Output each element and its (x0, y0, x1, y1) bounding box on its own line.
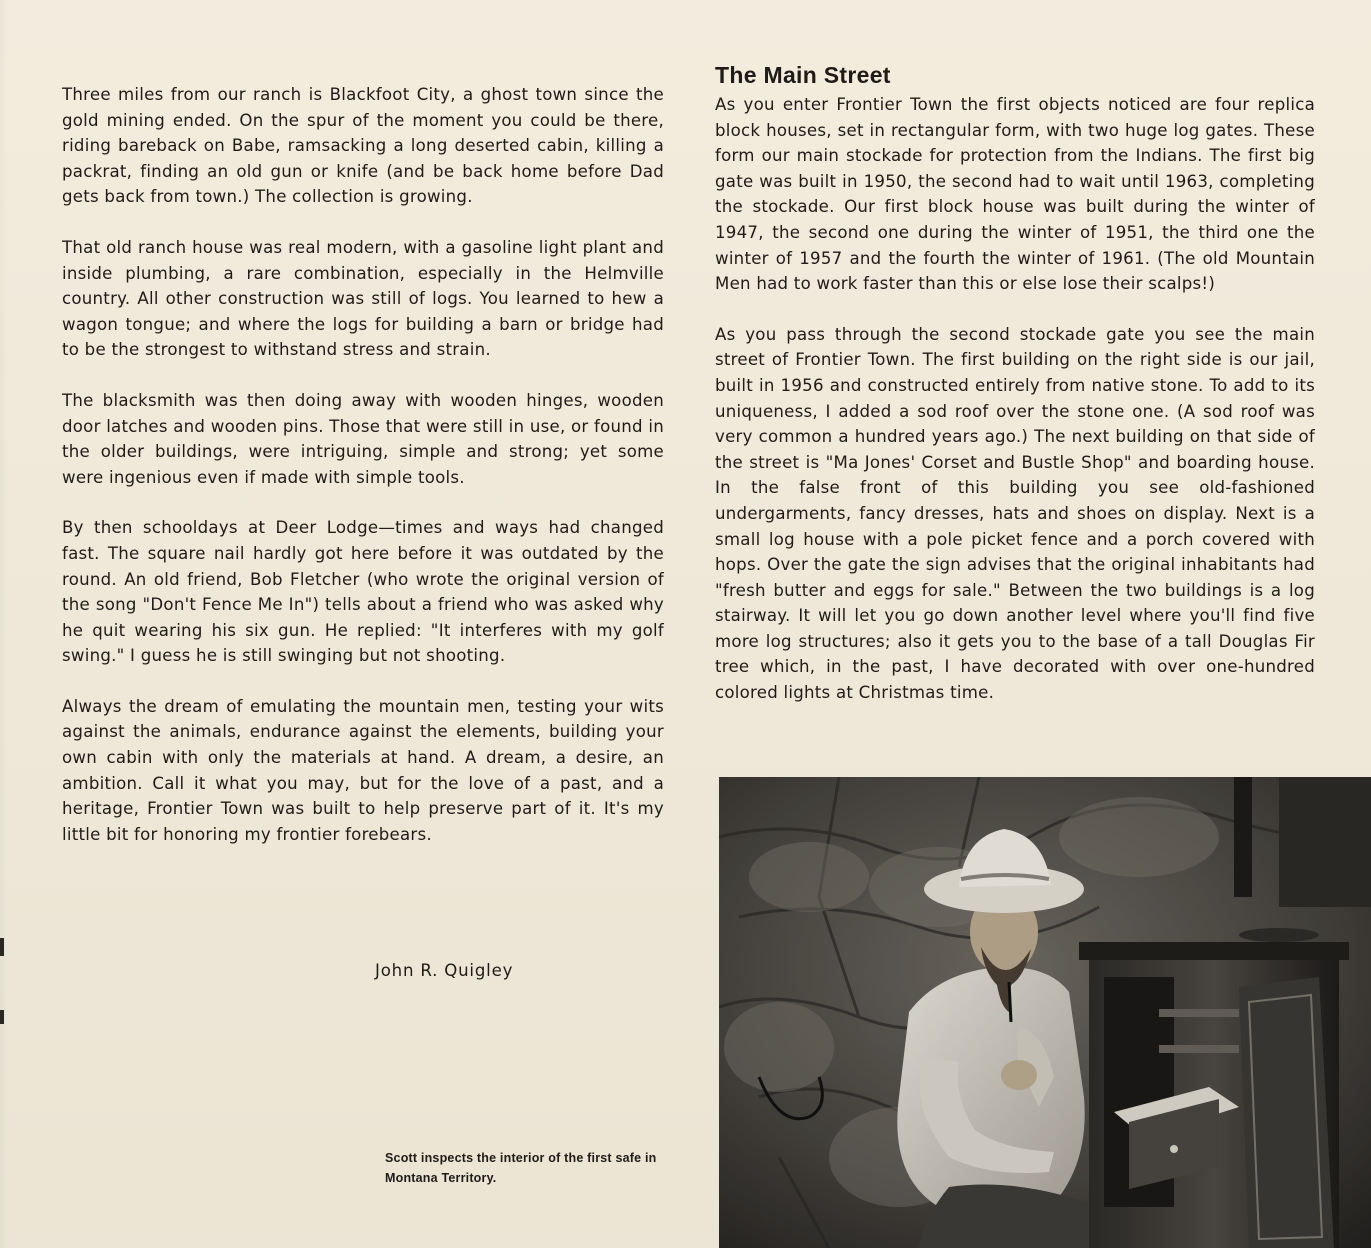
photograph-man-with-safe (719, 777, 1371, 1248)
body-paragraph: As you pass through the second stockade gate you see the main street of Frontier Town. The first building on the right side is our jail, built in 1956 and constructed entirely from native stone. To add to its uniqueness, I added a sod roof over the stone one. (A sod roof was very common a hundred years ago.) The next building on that side of the street is "Ma Jones' Corset and Bustle Shop" and boarding house. In the false front of this building you see old-fashioned undergarments, fancy dresses, hats and shoes on display. Next is a small log house with a pole picket fence and a porch covered with hops. Over the gate the sign advises that the original inhabitants had "fresh butter and eggs for sale." Between the two buildings is a log stairway. It will let you go down another level where you'll find five more log structures; also it gets you to the base of a tall Douglas Fir tree which, in the past, I have decorated with over one-hundred colored lights at Christmas time. (715, 324, 1315, 703)
section-heading: The Main Street (715, 62, 891, 88)
body-paragraph: As you enter Frontier Town the first objects noticed are four replica block houses, set in rectangular form, with two huge log gates. These form our main stockade for protection from the Indians. The first big gate was built in 1950, the second had to wait until 1963, completing the stockade. Our first block house was built during the winter of 1947, the second one during the winter of 1951, the third one the winter of 1957 and the fourth the winter of 1961. (The old Mountain Men had to work faster than this or else lose their scalps!) (715, 95, 1315, 294)
right-column (715, 60, 1315, 731)
author-signature: John R. Quigley (375, 961, 514, 980)
left-column (62, 82, 664, 872)
page-edge-mark (0, 938, 4, 956)
photo-caption: Scott inspects the interior of the first safe in Montana Territory. (385, 1151, 657, 1185)
body-paragraph: By then schooldays at Deer Lodge—times and ways had changed fast. The square nail hardly got here before it was outdated by the round. An old friend, Bob Fletcher (who wrote the original version of the song "Don't Fence Me In") tells about a friend who was asked why he quit wearing his six gun. He replied: "It interferes with my golf swing." I guess he is still swinging but not shooting. (62, 518, 664, 666)
body-paragraph: That old ranch house was real modern, with a gasoline light plant and inside plumbing, a rare combination, especially in the Helmville country. All other construction was still of logs. You learned to hew a wagon tongue; and where the logs for building a barn or bridge had to be the strongest to withstand stress and strain. (62, 237, 664, 360)
body-paragraph: The blacksmith was then doing away with wooden hinges, wooden door latches and wooden pins. Those that were still in use, or found in the older buildings, were intriguing, simple and strong; yet some were ingenious even if made with simple tools. (62, 390, 664, 487)
body-paragraph: Always the dream of emulating the mountain men, testing your wits against the animals, endurance against the elements, building your own cabin with only the materials at hand. A dream, a desire, an ambition. Call it what you may, but for the love of a past, and a heritage, Frontier Town was built to help preserve part of it. It's my little bit for honoring my frontier forebears. (62, 696, 664, 844)
body-paragraph: Three miles from our ranch is Blackfoot City, a ghost town since the gold mining ended. On the spur of the moment you could be there, riding bareback on Babe, ramsacking a long deserted cabin, killing a packrat, finding an old gun or knife (and be back home before Dad gets back from town.) The collection is growing. (62, 85, 664, 207)
page-edge-mark (0, 1010, 4, 1024)
